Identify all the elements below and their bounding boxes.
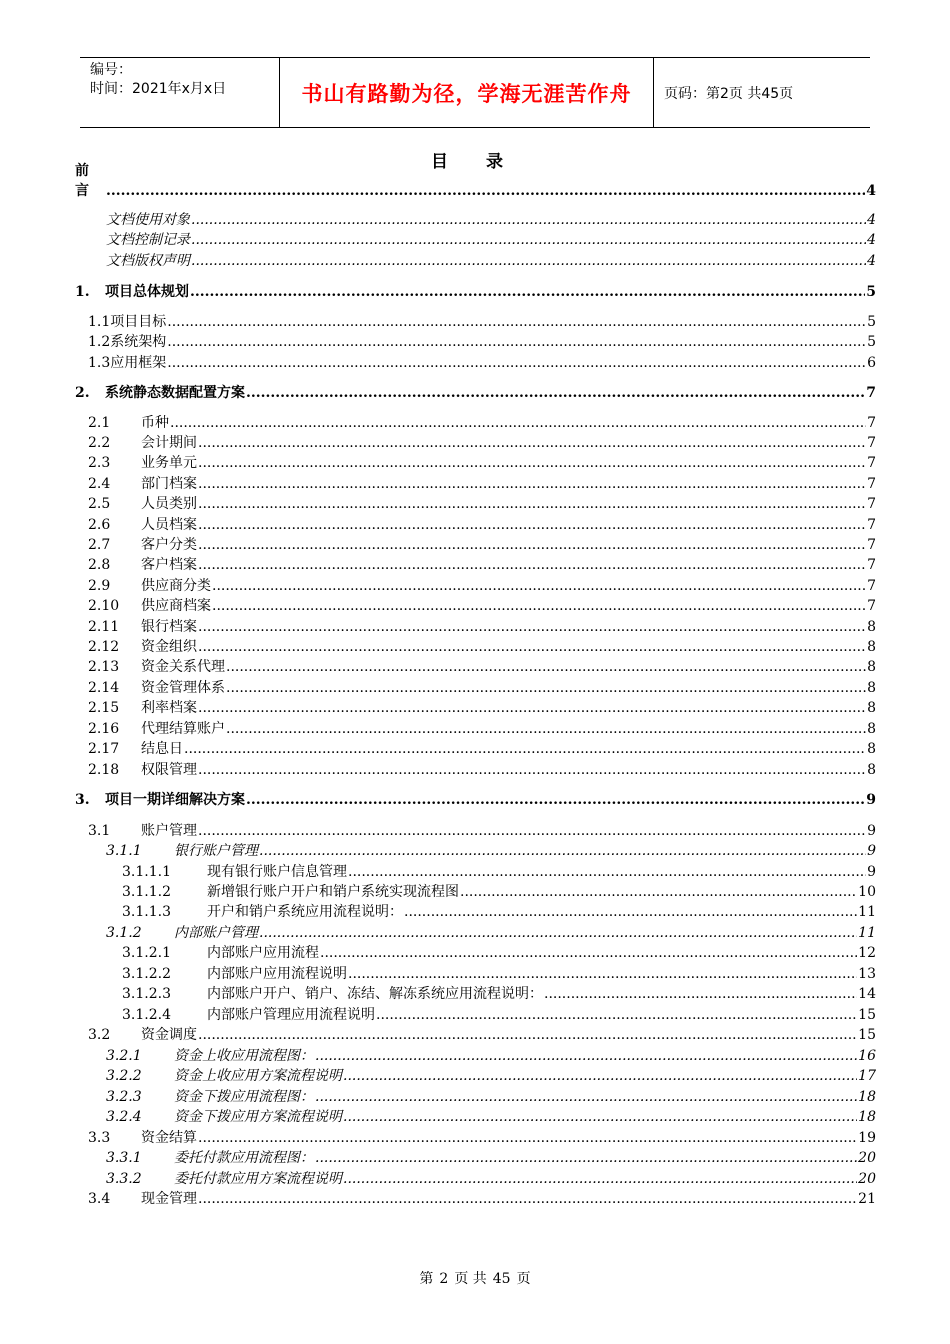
toc-entry-title: 开户和销户系统应用流程说明：	[207, 904, 403, 920]
toc-title: 目 录	[431, 152, 519, 172]
toc-entry-number: 2.7	[88, 537, 111, 553]
toc-entry[interactable]	[88, 657, 876, 677]
toc-entry-title: 客户档案	[141, 557, 197, 573]
toc-entry-number: 3.	[75, 792, 90, 808]
toc-entry[interactable]	[122, 902, 876, 922]
toc-entry[interactable]	[88, 678, 876, 698]
toc-dot-leader	[190, 282, 865, 302]
toc-dot-leader	[315, 1046, 857, 1066]
toc-entry[interactable]	[88, 576, 876, 596]
toc-entry[interactable]	[88, 474, 876, 494]
toc-entry-page: 7	[867, 415, 876, 431]
toc-dot-leader	[198, 494, 866, 514]
toc-entry-title: 应用框架	[110, 355, 167, 371]
toc-entry-number: 2.17	[88, 741, 120, 757]
toc-entry-number: 2.5	[88, 496, 111, 512]
toc-entry-page: 20	[858, 1171, 876, 1187]
toc-entry-page: 18	[858, 1109, 876, 1125]
toc-entry-number: 3.1.2.2	[122, 966, 171, 982]
toc-entry-title: 项目一期详细解决方案	[105, 792, 245, 808]
toc-entry[interactable]	[106, 841, 876, 861]
toc-entry-number: 3.1.1.1	[122, 864, 171, 880]
toc-entry[interactable]	[88, 760, 876, 780]
toc-entry-page: 8	[867, 639, 876, 655]
toc-dot-leader	[315, 1148, 857, 1168]
toc-dot-leader	[460, 882, 857, 902]
toc-entry-page: 13	[858, 966, 876, 982]
header-meta	[80, 58, 280, 127]
toc-entry[interactable]	[122, 862, 876, 882]
toc-entry[interactable]	[88, 596, 876, 616]
toc-entry-title: 银行档案	[141, 619, 197, 635]
toc-dot-leader	[106, 181, 865, 201]
toc-entry-page: 4	[866, 183, 876, 199]
toc-entry-page: 9	[866, 792, 876, 808]
toc-entry-number: 3.2.1	[106, 1048, 142, 1064]
toc-dot-leader	[167, 332, 866, 352]
toc-entry-title: 系统静态数据配置方案	[105, 385, 245, 401]
toc-entry-title: 供应商分类	[141, 578, 211, 594]
toc-entry-number: 2.9	[88, 578, 111, 594]
toc-entry[interactable]	[122, 882, 876, 902]
toc-dot-leader	[191, 251, 866, 271]
toc-entry-title: 现金管理	[141, 1191, 197, 1207]
toc-dot-leader	[198, 555, 866, 575]
toc-dot-leader	[348, 862, 866, 882]
toc-entry-title: 结息日	[141, 741, 183, 757]
toc-entry-title: 资金上收应用流程图：	[174, 1048, 314, 1064]
toc-entry-page: 4	[867, 232, 876, 248]
toc-entry[interactable]	[88, 821, 876, 841]
toc-entry-number: 3.3	[88, 1130, 111, 1146]
toc-entry-page: 19	[858, 1130, 876, 1146]
toc-entry-title: 资金结算	[141, 1130, 197, 1146]
toc-entry-number: 2.14	[88, 680, 120, 696]
toc-entry[interactable]	[106, 1046, 876, 1066]
toc-entry-number: 2.11	[88, 619, 120, 635]
toc-entry[interactable]	[106, 230, 876, 250]
toc-entry-page: 5	[866, 284, 876, 300]
toc-entry-page: 8	[867, 659, 876, 675]
toc-entry-number: 3.1.2.4	[122, 1007, 171, 1023]
toc-entry-number: 1.	[75, 284, 90, 300]
toc-entry-page: 7	[866, 385, 876, 401]
toc-dot-leader	[212, 596, 866, 616]
toc-entry[interactable]	[106, 1066, 876, 1086]
toc-entry[interactable]	[122, 943, 876, 963]
toc-entry-page: 18	[858, 1089, 876, 1105]
toc-entry[interactable]	[88, 637, 876, 657]
toc-entry[interactable]	[88, 1025, 876, 1045]
toc-entry[interactable]	[122, 1005, 876, 1025]
toc-dot-leader	[198, 535, 866, 555]
toc-dot-leader	[343, 1169, 857, 1189]
toc-entry-page: 8	[867, 700, 876, 716]
toc-entry[interactable]	[122, 984, 876, 1004]
toc-entry-number: 2.18	[88, 762, 120, 778]
toc-entry-title: 部门档案	[141, 476, 197, 492]
toc-entry[interactable]	[75, 790, 876, 810]
toc-entry-number: 2.3	[88, 455, 111, 471]
toc-entry[interactable]	[106, 1087, 876, 1107]
toc-entry-title: 内部账户开户、销户、冻结、解冻系统应用流程说明：	[207, 986, 543, 1002]
toc-entry-title: 资金管理体系	[141, 680, 225, 696]
toc-entry-number: 3.2.4	[106, 1109, 142, 1125]
toc-entry[interactable]	[88, 1128, 876, 1148]
toc-dot-leader	[259, 923, 857, 943]
toc-entry[interactable]	[106, 1148, 876, 1168]
toc-entry-page: 12	[858, 945, 876, 961]
toc-entry-title: 银行账户管理	[174, 843, 258, 859]
toc-entry-title: 客户分类	[141, 537, 197, 553]
footer-total-pages: 45	[492, 1271, 511, 1287]
toc-entry-number: 3.1.1.3	[122, 904, 171, 920]
toc-entry-number: 3.3.1	[106, 1150, 142, 1166]
toc-entry-page: 20	[858, 1150, 876, 1166]
toc-entry-title: 新增银行账户开户和销户系统实现流程图	[207, 884, 459, 900]
toc-dot-leader	[226, 719, 866, 739]
toc-entry-number: 前 言	[75, 163, 89, 199]
toc-entry-page: 6	[867, 355, 876, 371]
toc-dot-leader	[198, 1025, 857, 1045]
toc-entry-number: 2.2	[88, 435, 111, 451]
toc-dot-leader	[246, 383, 865, 403]
toc-entry[interactable]	[75, 383, 876, 403]
toc-entry[interactable]	[88, 1189, 876, 1209]
toc-dot-leader	[198, 474, 866, 494]
toc-entry-number: 2.12	[88, 639, 120, 655]
toc-entry-page: 4	[867, 212, 876, 228]
toc-entry[interactable]	[122, 964, 876, 984]
toc-entry-title: 项目总体规划	[105, 284, 189, 300]
toc-entry-number: 1.2	[88, 334, 111, 350]
toc-entry-page: 8	[867, 680, 876, 696]
toc-entry-number: 3.2.2	[106, 1068, 142, 1084]
toc-entry-page: 7	[867, 598, 876, 614]
toc-entry-title: 资金关系代理	[141, 659, 225, 675]
toc-entry-title: 内部账户应用流程说明	[207, 966, 347, 982]
toc-dot-leader	[343, 1066, 857, 1086]
toc-entry-number: 2.6	[88, 517, 111, 533]
toc-dot-leader	[167, 312, 866, 332]
toc-entry-page: 7	[867, 557, 876, 573]
toc-entry[interactable]	[88, 698, 876, 718]
toc-entry-page: 15	[858, 1007, 876, 1023]
toc-entry-page: 21	[858, 1191, 876, 1207]
document-number-label: 编号：	[90, 62, 132, 78]
toc-entry-title: 资金上收应用方案流程说明	[174, 1068, 342, 1084]
toc-dot-leader	[191, 210, 866, 230]
toc-entry[interactable]	[88, 312, 876, 332]
toc-entry-title: 文档版权声明	[106, 253, 190, 269]
toc-entry-title: 系统架构	[110, 334, 167, 350]
toc-entry-title: 会计期间	[141, 435, 197, 451]
toc-dot-leader	[404, 902, 857, 922]
toc-entry-title: 代理结算账户	[141, 721, 225, 737]
toc-entry-page: 8	[867, 619, 876, 635]
toc-entry[interactable]	[88, 453, 876, 473]
toc-entry-number: 2.	[75, 385, 90, 401]
toc-entry-title: 委托付款应用流程图：	[174, 1150, 314, 1166]
toc-dot-leader	[376, 1005, 857, 1025]
toc-entry-title: 资金下拨应用流程图：	[174, 1089, 314, 1105]
toc-entry[interactable]	[88, 515, 876, 535]
toc-entry-title: 人员类别	[141, 496, 197, 512]
toc-entry-title: 币种	[141, 415, 169, 431]
toc-entry[interactable]	[106, 251, 876, 271]
toc-entry-page: 4	[867, 253, 876, 269]
toc-entry-page: 9	[867, 823, 876, 839]
toc-entry-page: 7	[867, 496, 876, 512]
toc-entry-number: 3.1.2.3	[122, 986, 171, 1002]
toc-entry-page: 14	[858, 986, 876, 1002]
toc-dot-leader	[167, 353, 866, 373]
toc-dot-leader	[198, 433, 866, 453]
toc-entry-number: 3.1.1.2	[122, 884, 171, 900]
toc-entry[interactable]	[88, 739, 876, 759]
toc-entry-number: 3.1	[88, 823, 111, 839]
toc-entry-page: 9	[867, 843, 876, 859]
toc-entry-title: 现有银行账户信息管理	[207, 864, 347, 880]
header-motto: 书山有路勤为径，学海无涯苦作舟	[280, 58, 654, 127]
toc-entry-title: 项目目标	[110, 314, 167, 330]
toc-entry-title: 内部账户应用流程	[207, 945, 319, 961]
toc-entry-title: 内部账户管理应用流程说明	[207, 1007, 375, 1023]
toc-entry[interactable]	[88, 494, 876, 514]
toc-entry[interactable]	[75, 282, 876, 302]
toc-dot-leader	[226, 678, 866, 698]
toc-dot-leader	[198, 1128, 857, 1148]
footer-page-number: 2	[439, 1271, 449, 1287]
toc-dot-leader	[198, 698, 866, 718]
toc-entry-number: 2.1	[88, 415, 111, 431]
header-page-info: 页码：第2页 共45页	[664, 85, 794, 102]
toc-entry-title: 资金下拨应用方案流程说明	[174, 1109, 342, 1125]
toc-entry-page: 8	[867, 762, 876, 778]
toc-dot-leader	[544, 984, 857, 1004]
toc-entry-title: 业务单元	[141, 455, 197, 471]
toc-entry-number: 2.16	[88, 721, 120, 737]
toc-entry-number: 3.2.3	[106, 1089, 142, 1105]
toc-entry-title: 资金组织	[141, 639, 197, 655]
toc-entry[interactable]	[88, 719, 876, 739]
toc-entry-number: 3.3.2	[106, 1171, 142, 1187]
toc-entry-page: 9	[867, 864, 876, 880]
toc-entry[interactable]	[88, 353, 876, 373]
toc-entry-page: 8	[867, 721, 876, 737]
toc-entry-page: 7	[867, 476, 876, 492]
toc-entry[interactable]	[88, 332, 876, 352]
toc-entry-page: 7	[867, 537, 876, 553]
toc-entry[interactable]	[106, 1107, 876, 1127]
toc-dot-leader	[198, 821, 866, 841]
toc-dot-leader	[226, 657, 866, 677]
toc-entry-number: 3.2	[88, 1027, 111, 1043]
toc-entry[interactable]	[75, 163, 876, 201]
toc-entry-title: 账户管理	[141, 823, 197, 839]
toc-entry-page: 7	[867, 455, 876, 471]
toc-entry-title: 内部账户管理	[174, 925, 258, 941]
toc-entry-number: 3.4	[88, 1191, 111, 1207]
toc-entry-page: 15	[858, 1027, 876, 1043]
toc-dot-leader	[198, 637, 866, 657]
toc-dot-leader	[191, 230, 866, 250]
toc-entry[interactable]	[88, 617, 876, 637]
toc-entry-title: 委托付款应用方案流程说明	[174, 1171, 342, 1187]
toc-dot-leader	[184, 739, 866, 759]
toc-entry[interactable]	[88, 433, 876, 453]
toc-dot-leader	[198, 515, 866, 535]
toc-entry[interactable]	[106, 923, 876, 943]
toc-entry-number: 1.3	[88, 355, 111, 371]
toc-entry-page: 17	[858, 1068, 876, 1084]
toc-dot-leader	[343, 1107, 857, 1127]
toc-entry-title: 利率档案	[141, 700, 197, 716]
toc-dot-leader	[198, 760, 866, 780]
toc-dot-leader	[198, 453, 866, 473]
toc-dot-leader	[348, 964, 857, 984]
toc-entry-number: 2.15	[88, 700, 120, 716]
toc-dot-leader	[170, 413, 866, 433]
toc-entry-number: 2.4	[88, 476, 111, 492]
toc-entry-number: 2.8	[88, 557, 111, 573]
toc-entry-page: 8	[867, 741, 876, 757]
toc-entry-page: 7	[867, 435, 876, 451]
page-footer: 第 2 页 共 45 页	[419, 1271, 531, 1287]
toc-entry-page: 16	[858, 1048, 876, 1064]
toc-entry-title: 权限管理	[141, 762, 197, 778]
toc-entry-number: 1.1	[88, 314, 111, 330]
toc-entry-page: 5	[867, 334, 876, 350]
toc-entry-page: 11	[858, 904, 876, 920]
toc-entry[interactable]	[106, 1169, 876, 1189]
toc-dot-leader	[315, 1087, 857, 1107]
toc-dot-leader	[198, 1189, 857, 1209]
toc-dot-leader	[259, 841, 866, 861]
toc-entry-page: 11	[858, 925, 876, 941]
toc-dot-leader	[246, 790, 865, 810]
toc-entry[interactable]	[106, 210, 876, 230]
toc-entry-page: 5	[867, 314, 876, 330]
toc-entry-number: 2.13	[88, 659, 120, 675]
document-time-label: 时间：2021年x月x日	[90, 81, 227, 97]
toc-entry-title: 供应商档案	[141, 598, 211, 614]
toc-dot-leader	[320, 943, 857, 963]
toc-entry-number: 2.10	[88, 598, 120, 614]
toc-entry-number: 3.1.2	[106, 925, 142, 941]
toc-entry-title: 资金调度	[141, 1027, 197, 1043]
toc-entry-number: 3.1.1	[106, 843, 142, 859]
toc-entry-title: 文档使用对象	[106, 212, 190, 228]
toc-entry-page: 10	[858, 884, 876, 900]
toc-entry-page: 7	[867, 578, 876, 594]
toc-entry-title: 文档控制记录	[106, 232, 190, 248]
toc-dot-leader	[198, 617, 866, 637]
toc-entry[interactable]	[88, 555, 876, 575]
toc-entry-page: 7	[867, 517, 876, 533]
toc-entry-title: 人员档案	[141, 517, 197, 533]
toc-entry-number: 3.1.2.1	[122, 945, 171, 961]
toc-entry[interactable]	[88, 413, 876, 433]
document-header	[80, 57, 870, 128]
toc-entry[interactable]	[88, 535, 876, 555]
toc-dot-leader	[212, 576, 866, 596]
